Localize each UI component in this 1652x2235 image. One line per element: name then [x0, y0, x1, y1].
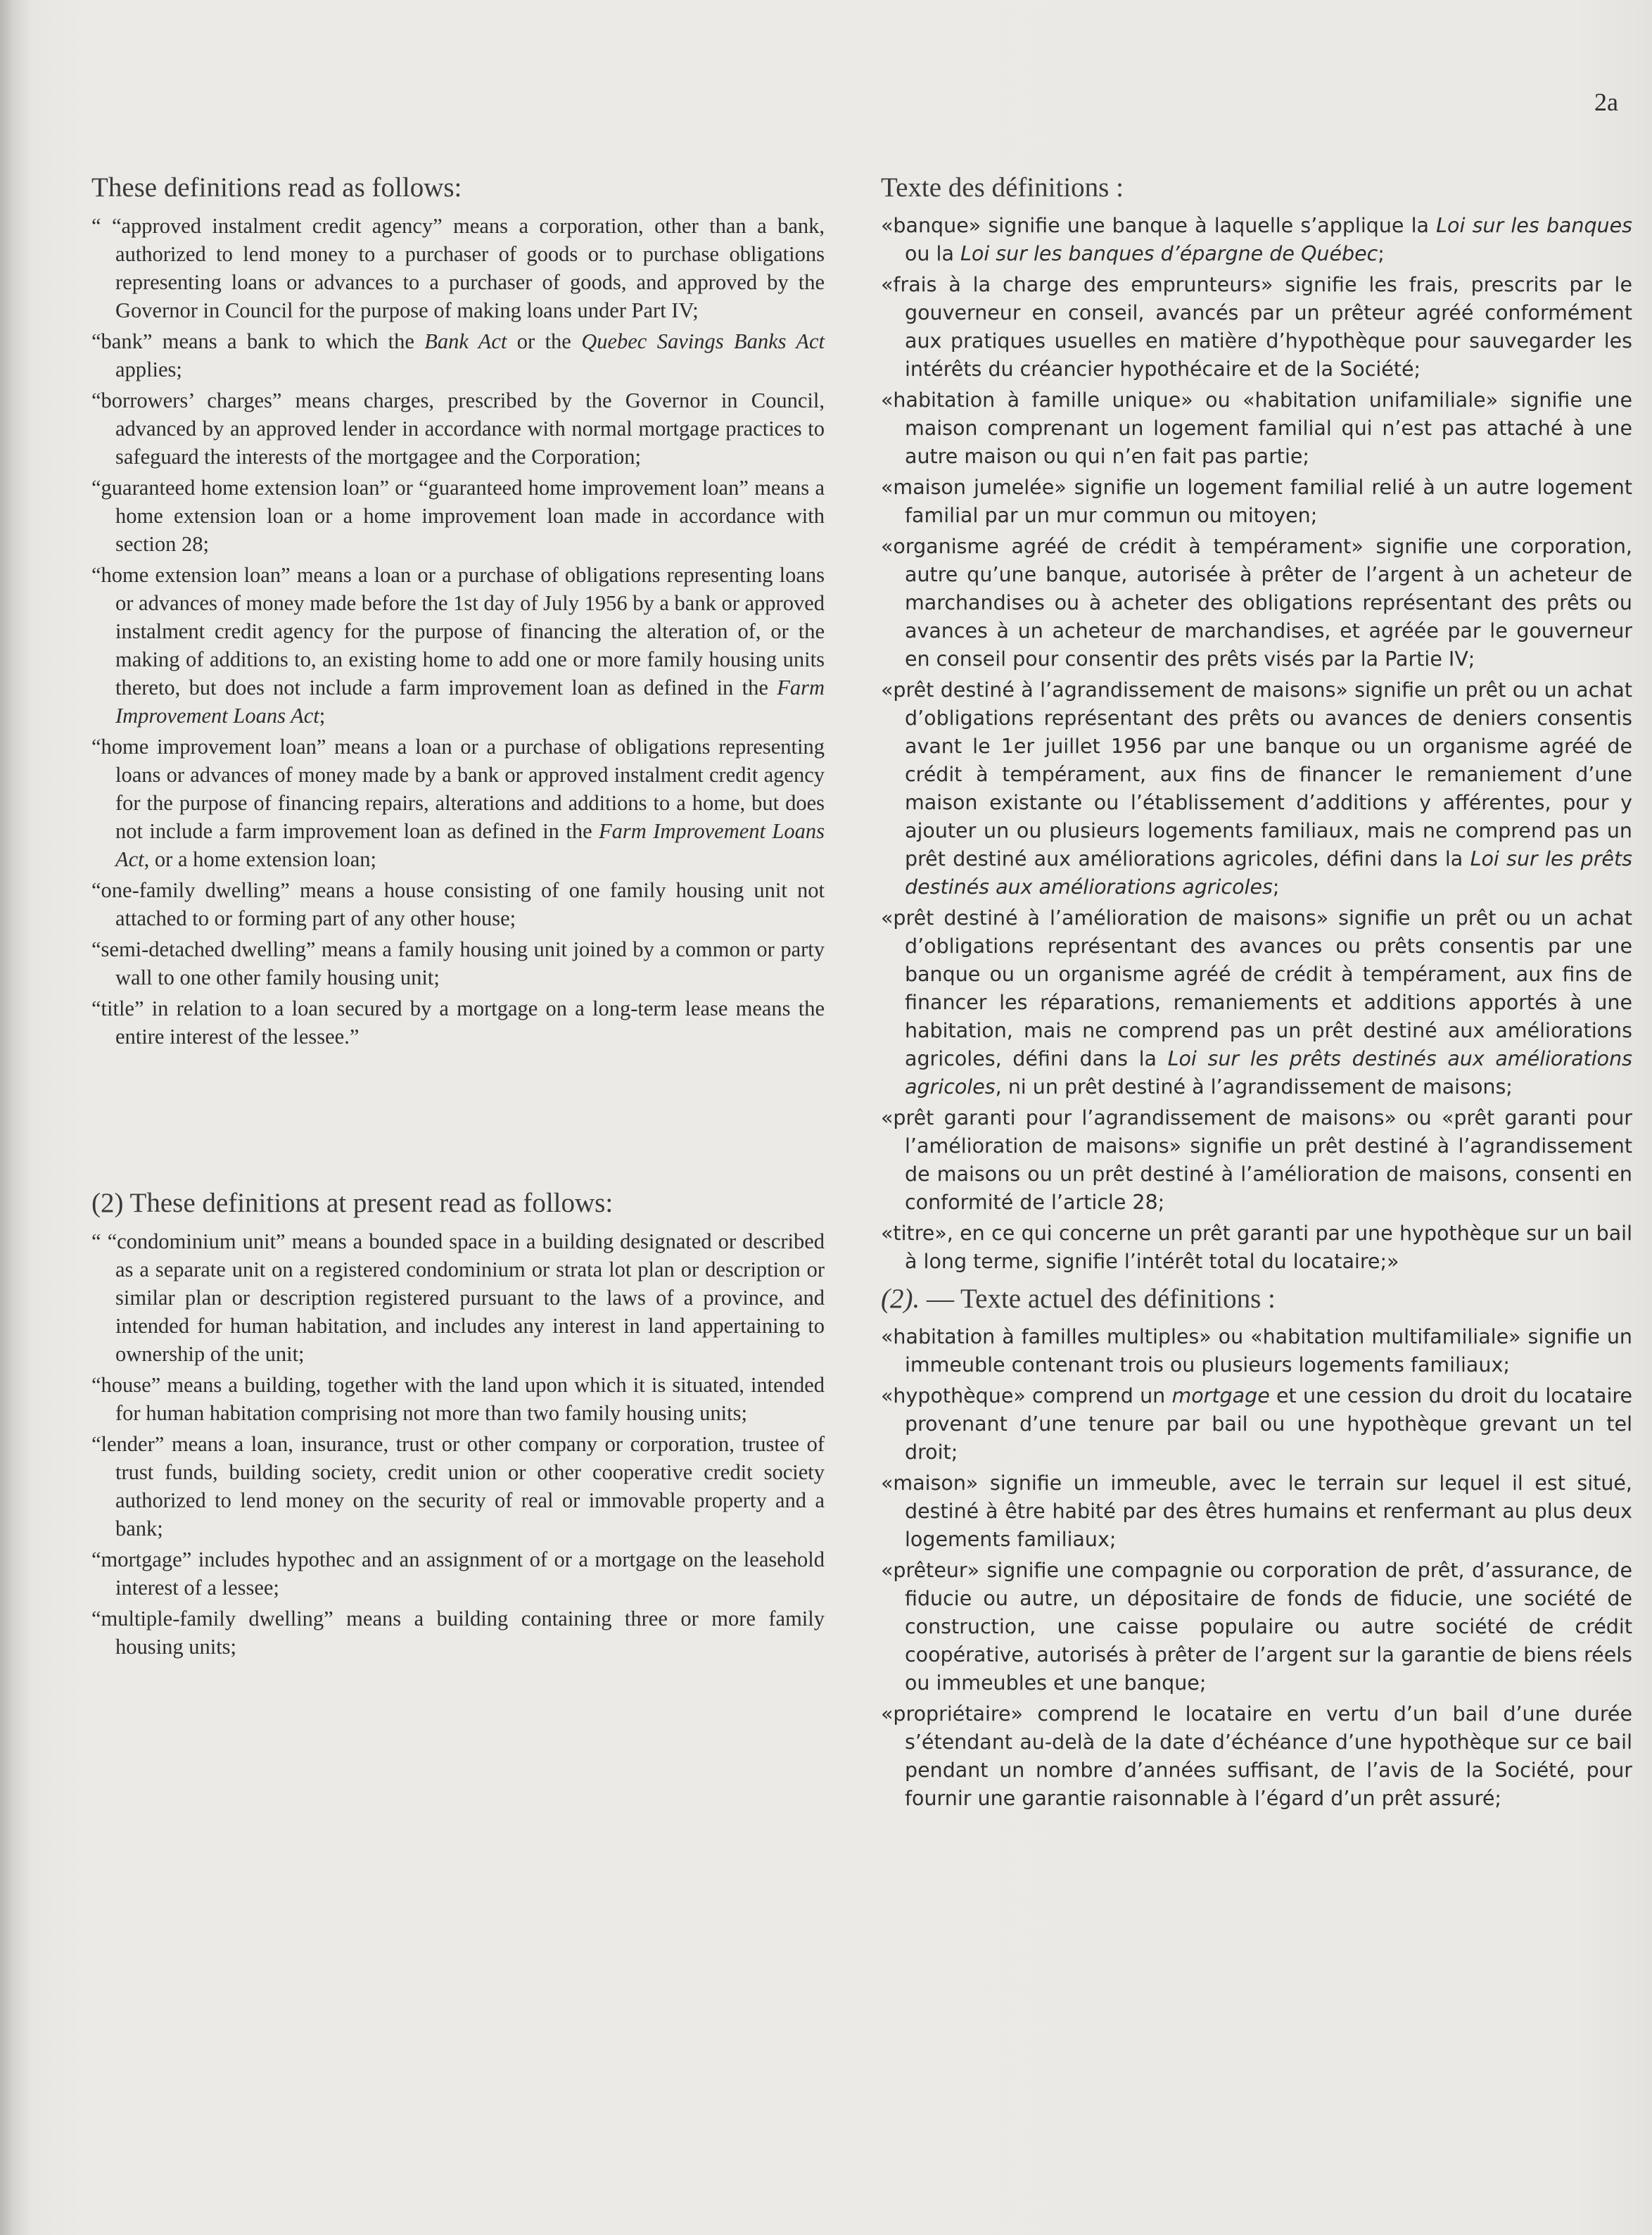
definition-entry: «prêt garanti pour l’agrandissement de maisons» ou «prêt garanti pour l’amélioration de maisons» signifie un prêt destiné à l’agrandissement de maisons ou un prêt destiné à l’amélioration de maisons, consenti en conformité de l’article 28; [881, 1106, 1632, 1214]
subsection-number: (2). [881, 1283, 920, 1314]
definition-entry: “house” means a building, together with the land upon which it is situated, intended for human habitation comprising not more than two family housing units; [91, 1372, 825, 1425]
statute-title: Bank Act [424, 329, 507, 353]
statute-title: Loi sur les prêts destinés aux améliorations agricoles [905, 1046, 1632, 1098]
definition-entry: «maison jumelée» signifie un logement familial relié à un autre logement familial par un mur commun ou mitoyen; [881, 475, 1632, 527]
english-present-definitions-list [91, 1227, 825, 1661]
page-number: 2a [1594, 88, 1618, 116]
subsection-heading-text: These definitions at present read as follows: [129, 1187, 614, 1218]
definition-entry: «banque» signifie une banque à laquelle s’applique la Loi sur les banques ou la Loi sur les banques d’épargne de Québec; [881, 213, 1632, 265]
english-heading-definitions: These definitions read as follows: [91, 172, 462, 203]
statute-title: Farm Improvement Loans Act [115, 675, 825, 728]
definition-entry: “home improvement loan” means a loan or a purchase of obligations representing loans or advances of money made by a bank or approved instalment credit agency for the purpose of financing repairs, alterations and additions to a home, but does not include a farm improvement loan as defined in the Farm Improvement Loans Act, or a home extension loan; [91, 734, 825, 871]
french-column [881, 172, 1632, 1816]
english-column [91, 172, 825, 1664]
definition-entry: “ “approved instalment credit agency” means a corporation, other than a bank, authorized to lend money to a purchaser of goods or to purchase obligations representing loans or advances to a purchaser of goods, and approved by the Governor in Council for the purpose of making loans under Part IV; [91, 213, 825, 322]
definition-entry: “ “condominium unit” means a bounded space in a building designated or described as a separate unit on a registered condominium or strata lot plan or description or similar plan or description registered pursuant to the laws of a province, and intended for human habitation, and includes any interest in land appertaining to ownership of the unit; [91, 1229, 825, 1366]
definition-entry: “home extension loan” means a loan or a purchase of obligations representing loans or advances of money made before the 1st day of July 1956 by a bank or approved instalment credit agency for the purpose of financing the alteration of, or the making of additions to, an existing home to add one or more family housing units thereto, but does not include a farm improvement loan as defined in the Farm Improvement Loans Act; [91, 562, 825, 728]
definition-entry: «propriétaire» comprend le locataire en vertu d’un bail d’une durée s’étendant au-delà de la date d’échéance d’une hypothèque sur ce bail pendant un nombre d’années suffisant, de l’avis de la Société, pour fournir une garantie raisonnable à l’égard d’un prêt assuré; [881, 1702, 1632, 1810]
definition-entry: «habitation à familles multiples» ou «habitation multifamiliale» signifie un immeuble contenant trois ou plusieurs logements familiaux; [881, 1324, 1632, 1376]
definition-entry: “title” in relation to a loan secured by a mortgage on a long-term lease means the entire interest of the lessee.” [91, 996, 825, 1049]
definition-entry: «hypothèque» comprend un mortgage et une cession du droit du locataire provenant d’une tenure par bail ou une hypothèque grevant un tel droit; [881, 1384, 1632, 1464]
statute-title: mortgage [1171, 1384, 1270, 1407]
english-heading-present-definitions [91, 1187, 825, 1220]
definition-entry: “bank” means a bank to which the Bank Act or the Quebec Savings Banks Act applies; [91, 329, 825, 381]
statute-title: Loi sur les prêts destinés aux améliorations agricoles [905, 847, 1632, 899]
definition-entry: «prêteur» signifie une compagnie ou corporation de prêt, d’assurance, de fiducie ou autre, un dépositaire de fonds de fiducie, une société de construction, une caisse populaire ou autre société de crédit coopérative, autorisés à prêter de l’argent sur la garantie de biens réels ou immeubles et une banque; [881, 1558, 1632, 1695]
definition-entry: «prêt destiné à l’agrandissement de maisons» signifie un prêt ou un achat d’obligations représentant des prêts ou avances de deniers consentis avant le 1er juillet 1956 par une banque ou un organisme agréé de crédit à tempérament, aux fins de financer le remaniement d’une maison existante ou l’établissement d’additions y afférentes, pour y ajouter un ou plusieurs logements familiaux, mais ne comprend pas un prêt destiné aux améliorations agricoles, défini dans la Loi sur les prêts destinés aux améliorations agricoles; [881, 678, 1632, 899]
column-spacer [91, 1053, 825, 1187]
subsection-number: (2) [91, 1187, 124, 1218]
statute-title: Quebec Savings Banks Act [581, 329, 825, 353]
definition-entry: «prêt destiné à l’amélioration de maisons» signifie un prêt ou un achat d’obligations représentant des avances ou prêts consentis par une banque ou un organisme agréé de crédit à tempérament, aux fins de financer les réparations, remaniements et additions apportés à une habitation, mais ne comprend pas un prêt destiné aux améliorations agricoles, défini dans la Loi sur les prêts destinés aux améliorations agricoles, ni un prêt destiné à l’agrandissement de maisons; [881, 906, 1632, 1098]
subsection-heading-text: — Texte actuel des définitions : [926, 1283, 1276, 1314]
french-heading-present-definitions [881, 1283, 1632, 1316]
definition-entry: “borrowers’ charges” means charges, prescribed by the Governor in Council, advanced by an approved lender in accordance with normal mortgage practices to safeguard the interests of the mortgagee and the Corporation; [91, 388, 825, 469]
definition-entry: “multiple-family dwelling” means a building containing three or more family housing units; [91, 1606, 825, 1659]
french-present-definitions-list [881, 1323, 1632, 1813]
english-definitions-list [91, 212, 825, 1051]
definition-entry: «habitation à famille unique» ou «habitation unifamiliale» signifie une maison comprenant un logement familial qui n’est pas attaché à une autre maison ou qui n’en fait pas partie; [881, 388, 1632, 468]
definition-entry: “mortgage” includes hypothec and an assignment of or a mortgage on the leasehold interest of a lessee; [91, 1547, 825, 1600]
definition-entry: “lender” means a loan, insurance, trust or other company or corporation, trustee of trust funds, building society, credit union or other cooperative credit society authorized to lend money on the security of real or immovable property and a bank; [91, 1431, 825, 1540]
french-definitions-list [881, 212, 1632, 1276]
definition-entry: «organisme agréé de crédit à tempérament» signifie une corporation, autre qu’une banque, autorisée à prêter de l’argent à un acheteur de marchandises ou à acheter des obligations représentant des prêts ou avances à un acheteur de marchandises, et agréée par le gouverneur en conseil pour consentir des prêts visés par la Partie IV; [881, 534, 1632, 671]
statute-title: Loi sur les banques [1436, 213, 1632, 237]
definition-entry: «frais à la charge des emprunteurs» signifie les frais, prescrits par le gouverneur en conseil, avancés par un prêteur agréé conformément aux pratiques usuelles en matière d’hypothèque pour sauvegarder les intérêts du créancier hypothécaire et de la Société; [881, 272, 1632, 381]
statute-title: Loi sur les banques d’épargne de Québec [960, 241, 1378, 265]
definition-entry: «maison» signifie un immeuble, avec le terrain sur lequel il est situé, destiné à être habité par des êtres humains et renfermant au plus deux logements familiaux; [881, 1471, 1632, 1551]
definition-entry: “one-family dwelling” means a house consisting of one family housing unit not attached to or forming part of any other house; [91, 878, 825, 930]
french-heading-definitions: Texte des définitions : [881, 172, 1124, 203]
definition-entry: “semi-detached dwelling” means a family housing unit joined by a common or party wall to one other family housing unit; [91, 937, 825, 989]
definition-entry: “guaranteed home extension loan” or “guaranteed home improvement loan” means a home extension loan or a home improvement loan made in accordance with section 28; [91, 475, 825, 556]
statute-title: Farm Improvement Loans Act [115, 818, 825, 871]
definition-entry: «titre», en ce qui concerne un prêt garanti par une hypothèque sur un bail à long terme, signifie l’intérêt total du locataire;» [881, 1221, 1632, 1273]
